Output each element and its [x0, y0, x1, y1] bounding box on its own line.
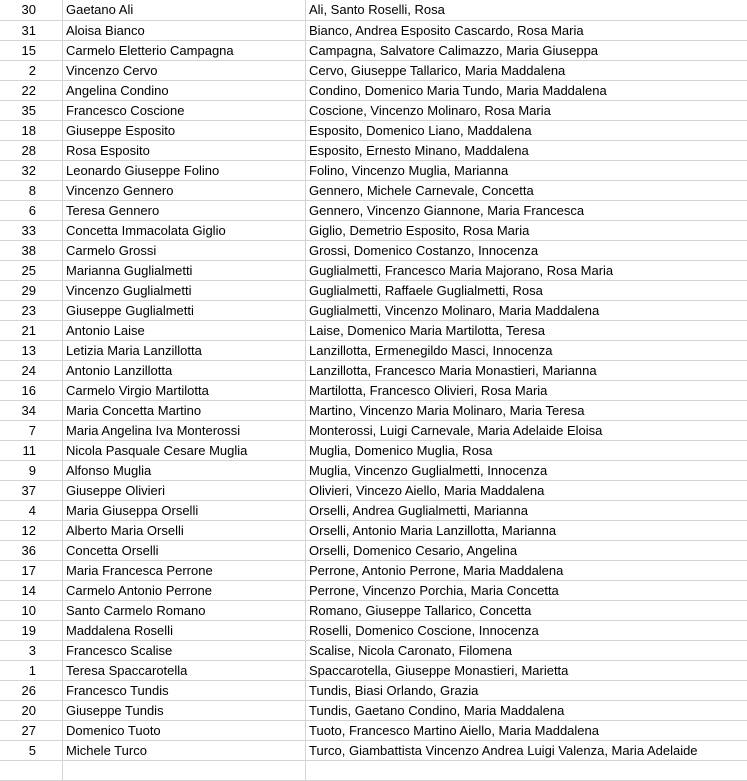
name-cell[interactable]: Antonio Lanzillotta [63, 361, 306, 380]
name-cell[interactable]: Teresa Spaccarotella [63, 661, 306, 680]
name-cell[interactable]: Francesco Scalise [63, 641, 306, 660]
table-row [0, 21, 747, 41]
family-cell[interactable]: Turco, Giambattista Vincenzo Andrea Luigi Valenza, Maria Adelaide [309, 743, 698, 758]
id-cell[interactable]: 32 [0, 161, 63, 180]
id-cell[interactable]: 34 [0, 401, 63, 420]
table-row [0, 201, 747, 221]
name-cell[interactable]: Alfonso Muglia [63, 461, 306, 480]
id-cell[interactable]: 27 [0, 721, 63, 740]
id-cell[interactable]: 6 [0, 201, 63, 220]
id-cell[interactable]: 7 [0, 421, 63, 440]
table-row [0, 641, 747, 661]
family-cell[interactable]: Grossi, Domenico Costanzo, Innocenza [309, 243, 539, 258]
family-cell[interactable]: Perrone, Vincenzo Porchia, Maria Concetta [309, 583, 559, 598]
table-row [0, 621, 747, 641]
id-cell[interactable]: 23 [0, 301, 63, 320]
name-cell[interactable]: Francesco Tundis [63, 681, 306, 700]
name-cell[interactable]: Carmelo Antonio Perrone [63, 581, 306, 600]
name-cell[interactable]: Giuseppe Esposito [63, 121, 306, 140]
table-row [0, 361, 747, 381]
table-row [0, 461, 747, 481]
id-cell[interactable]: 8 [0, 181, 63, 200]
family-cell[interactable]: Laise, Domenico Maria Martilotta, Teresa [309, 323, 546, 338]
family-cell[interactable]: Coscione, Vincenzo Molinaro, Rosa Maria [309, 103, 551, 118]
name-cell[interactable]: Antonio Laise [63, 321, 306, 340]
table-row [0, 721, 747, 741]
name-cell[interactable]: Giuseppe Tundis [63, 701, 306, 720]
id-cell[interactable]: 35 [0, 101, 63, 120]
name-cell[interactable]: Giuseppe Olivieri [63, 481, 306, 500]
table-row [0, 341, 747, 361]
table-row [0, 501, 747, 521]
family-cell[interactable]: Esposito, Ernesto Minano, Maddalena [309, 143, 529, 158]
family-cell[interactable]: Orselli, Andrea Guglialmetti, Marianna [309, 503, 528, 518]
family-cell[interactable]: Guglialmetti, Francesco Maria Majorano, Rosa Maria [309, 263, 614, 278]
name-cell[interactable]: Marianna Guglialmetti [63, 261, 306, 280]
family-cell[interactable]: Esposito, Domenico Liano, Maddalena [309, 123, 532, 138]
family-cell[interactable]: Lanzillotta, Ermenegildo Masci, Innocenza [309, 343, 553, 358]
family-cell[interactable]: Muglia, Vincenzo Guglialmetti, Innocenza [309, 463, 548, 478]
name-cell[interactable]: Aloisa Bianco [63, 21, 306, 40]
family-cell[interactable]: Martilotta, Francesco Olivieri, Rosa Maria [309, 383, 548, 398]
family-cell[interactable]: Cervo, Giuseppe Tallarico, Maria Maddalena [309, 63, 566, 78]
name-cell[interactable]: Carmelo Virgio Martilotta [63, 381, 306, 400]
id-cell[interactable]: 21 [0, 321, 63, 340]
table-row [0, 441, 747, 461]
id-cell[interactable]: 14 [0, 581, 63, 600]
family-cell[interactable]: Ali, Santo Roselli, Rosa [309, 2, 445, 17]
table-row [0, 681, 747, 701]
id-cell[interactable]: 28 [0, 141, 63, 160]
family-cell[interactable]: Orselli, Antonio Maria Lanzillotta, Marianna [309, 523, 557, 538]
table-row [0, 741, 747, 761]
family-cell[interactable]: Guglialmetti, Vincenzo Molinaro, Maria Maddalena [309, 303, 600, 318]
id-cell[interactable]: 24 [0, 361, 63, 380]
table-row [0, 661, 747, 681]
id-cell[interactable]: 26 [0, 681, 63, 700]
table-row [0, 61, 747, 81]
name-cell[interactable]: Francesco Coscione [63, 101, 306, 120]
id-cell[interactable]: 38 [0, 241, 63, 260]
name-cell[interactable]: Letizia Maria Lanzillotta [63, 341, 306, 360]
family-cell[interactable]: Roselli, Domenico Coscione, Innocenza [309, 623, 539, 638]
family-cell[interactable]: Bianco, Andrea Esposito Cascardo, Rosa Maria [309, 23, 584, 38]
empty-cell[interactable] [306, 761, 746, 780]
family-cell[interactable]: Gennero, Michele Carnevale, Concetta [309, 183, 534, 198]
table-row [0, 601, 747, 621]
table-row [0, 521, 747, 541]
name-cell[interactable]: Santo Carmelo Romano [63, 601, 306, 620]
id-cell[interactable]: 5 [0, 741, 63, 760]
table-row [0, 261, 747, 281]
table-row [0, 241, 747, 261]
id-cell[interactable]: 1 [0, 661, 63, 680]
id-cell[interactable]: 10 [0, 601, 63, 620]
table-row [0, 41, 747, 61]
family-cell[interactable]: Lanzillotta, Francesco Maria Monastieri, Marianna [309, 363, 597, 378]
table-row [0, 281, 747, 301]
name-cell[interactable]: Maria Concetta Martino [63, 401, 306, 420]
id-cell[interactable]: 25 [0, 261, 63, 280]
name-cell[interactable]: Rosa Esposito [63, 141, 306, 160]
family-cell[interactable]: Martino, Vincenzo Maria Molinaro, Maria Teresa [309, 403, 585, 418]
id-cell[interactable]: 11 [0, 441, 63, 460]
table-row [0, 401, 747, 421]
name-cell[interactable]: Maria Angelina Iva Monterossi [63, 421, 306, 440]
family-cell[interactable]: Campagna, Salvatore Calimazzo, Maria Giuseppa [309, 43, 599, 58]
table-row [0, 101, 747, 121]
table-row [0, 301, 747, 321]
family-cell[interactable]: Condino, Domenico Maria Tundo, Maria Maddalena [309, 83, 607, 98]
table-row [0, 81, 747, 101]
id-cell[interactable]: 13 [0, 341, 63, 360]
name-cell[interactable]: Giuseppe Guglialmetti [63, 301, 306, 320]
id-cell[interactable]: 12 [0, 521, 63, 540]
family-cell[interactable]: Scalise, Nicola Caronato, Filomena [309, 643, 513, 658]
table-row [0, 181, 747, 201]
family-cell[interactable]: Orselli, Domenico Cesario, Angelina [309, 543, 518, 558]
table-row [0, 421, 747, 441]
table-row [0, 0, 747, 21]
table-row [0, 121, 747, 141]
id-cell[interactable]: 30 [0, 0, 63, 20]
table-row [0, 381, 747, 401]
name-cell[interactable]: Concetta Immacolata Giglio [63, 221, 306, 240]
family-cell[interactable]: Spaccarotella, Giuseppe Monastieri, Marietta [309, 663, 569, 678]
family-cell[interactable]: Tundis, Biasi Orlando, Grazia [309, 683, 479, 698]
family-cell[interactable]: Olivieri, Vincezo Aiello, Maria Maddalena [309, 483, 545, 498]
id-cell[interactable]: 3 [0, 641, 63, 660]
name-cell[interactable]: Carmelo Eletterio Campagna [63, 41, 306, 60]
empty-cell[interactable] [0, 761, 63, 780]
name-cell[interactable]: Maria Francesca Perrone [63, 561, 306, 580]
family-cell[interactable]: Muglia, Domenico Muglia, Rosa [309, 443, 493, 458]
table-row [0, 161, 747, 181]
empty-row [0, 761, 747, 781]
family-cell[interactable]: Tundis, Gaetano Condino, Maria Maddalena [309, 703, 565, 718]
name-cell[interactable]: Gaetano Ali [63, 0, 306, 20]
table-row [0, 581, 747, 601]
table-row [0, 561, 747, 581]
id-cell[interactable]: 33 [0, 221, 63, 240]
table-row [0, 141, 747, 161]
name-cell[interactable]: Vincenzo Gennero [63, 181, 306, 200]
name-cell[interactable]: Angelina Condino [63, 81, 306, 100]
id-cell[interactable]: 31 [0, 21, 63, 40]
table-row [0, 701, 747, 721]
table-row [0, 321, 747, 341]
name-cell[interactable]: Maddalena Roselli [63, 621, 306, 640]
name-cell[interactable]: Alberto Maria Orselli [63, 521, 306, 540]
family-cell[interactable]: Perrone, Antonio Perrone, Maria Maddalena [309, 563, 564, 578]
family-cell[interactable]: Folino, Vincenzo Muglia, Marianna [309, 163, 509, 178]
id-cell[interactable]: 17 [0, 561, 63, 580]
id-cell[interactable]: 2 [0, 61, 63, 80]
id-cell[interactable]: 29 [0, 281, 63, 300]
id-cell[interactable]: 16 [0, 381, 63, 400]
id-cell[interactable]: 37 [0, 481, 63, 500]
name-cell[interactable]: Vincenzo Guglialmetti [63, 281, 306, 300]
family-cell[interactable]: Romano, Giuseppe Tallarico, Concetta [309, 603, 532, 618]
id-cell[interactable]: 9 [0, 461, 63, 480]
id-cell[interactable]: 20 [0, 701, 63, 720]
id-cell[interactable]: 18 [0, 121, 63, 140]
table-row [0, 481, 747, 501]
name-cell[interactable]: Nicola Pasquale Cesare Muglia [63, 441, 306, 460]
id-cell[interactable]: 15 [0, 41, 63, 60]
family-cell[interactable]: Guglialmetti, Raffaele Guglialmetti, Rosa [309, 283, 543, 298]
table-row [0, 541, 747, 561]
empty-cell[interactable] [63, 761, 306, 780]
family-cell[interactable]: Gennero, Vincenzo Giannone, Maria Francesca [309, 203, 585, 218]
id-cell[interactable]: 19 [0, 621, 63, 640]
name-cell[interactable]: Vincenzo Cervo [63, 61, 306, 80]
name-cell[interactable]: Leonardo Giuseppe Folino [63, 161, 306, 180]
id-cell[interactable]: 36 [0, 541, 63, 560]
name-cell[interactable]: Teresa Gennero [63, 201, 306, 220]
name-cell[interactable]: Michele Turco [63, 741, 306, 760]
name-cell[interactable]: Carmelo Grossi [63, 241, 306, 260]
id-cell[interactable]: 22 [0, 81, 63, 100]
id-cell[interactable]: 4 [0, 501, 63, 520]
name-cell[interactable]: Concetta Orselli [63, 541, 306, 560]
name-cell[interactable]: Domenico Tuoto [63, 721, 306, 740]
family-cell[interactable]: Giglio, Demetrio Esposito, Rosa Maria [309, 223, 530, 238]
name-cell[interactable]: Maria Giuseppa Orselli [63, 501, 306, 520]
family-cell[interactable]: Monterossi, Luigi Carnevale, Maria Adelaide Eloisa [309, 423, 603, 438]
table-row [0, 221, 747, 241]
family-cell[interactable]: Tuoto, Francesco Martino Aiello, Maria Maddalena [309, 723, 599, 738]
